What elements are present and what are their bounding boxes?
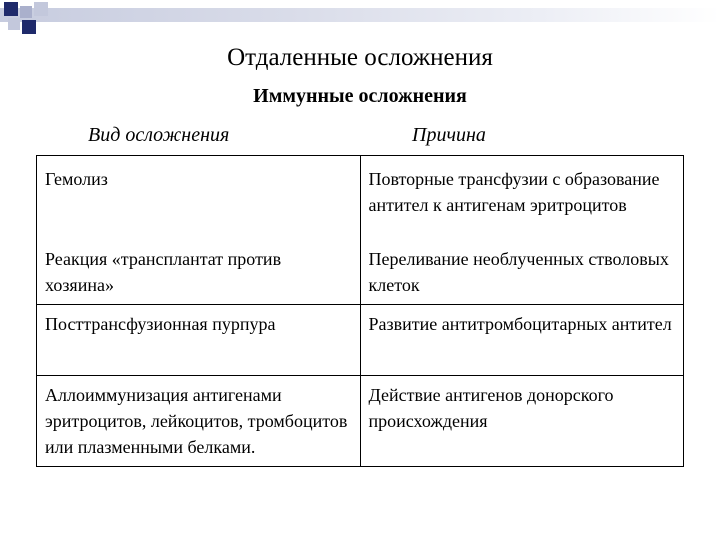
deco-square-dark xyxy=(22,20,36,34)
slide-title: Отдаленные осложнения xyxy=(227,44,493,71)
column-header-type: Вид осложнения xyxy=(88,124,230,146)
deco-square-light xyxy=(20,6,32,18)
table-cell-type: Посттрансфузионная пурпура xyxy=(37,305,361,376)
column-header-cause: Причина xyxy=(412,124,486,146)
table-row xyxy=(37,246,684,305)
header-decoration xyxy=(0,0,720,42)
table-cell-cause: Развитие антитромбоцитарных антител xyxy=(360,305,684,376)
deco-square-light xyxy=(34,2,48,16)
deco-square-dark xyxy=(4,2,18,16)
complications-table xyxy=(36,155,684,467)
table-cell-cause: Переливание необлученных стволовых клеток xyxy=(360,246,684,305)
table-row xyxy=(37,305,684,376)
table-cell-cause: Повторные трансфузии с образование антител к антигенам эритроцитов xyxy=(360,156,684,247)
table-cell-type: Аллоиммунизация антигенами эритроцитов, лейкоцитов, тромбоцитов или плазменными белками. xyxy=(37,376,361,467)
deco-square-light xyxy=(8,18,20,30)
table-row xyxy=(37,376,684,467)
slide-subtitle: Иммунные осложнения xyxy=(253,85,467,107)
header-gradient-bar xyxy=(0,8,720,22)
table-row xyxy=(37,156,684,247)
table-cell-type: Реакция «трансплантат против хозяина» xyxy=(37,246,361,305)
table-cell-type: Гемолиз xyxy=(37,156,361,247)
table-cell-cause: Действие антигенов донорского происхождения xyxy=(360,376,684,467)
